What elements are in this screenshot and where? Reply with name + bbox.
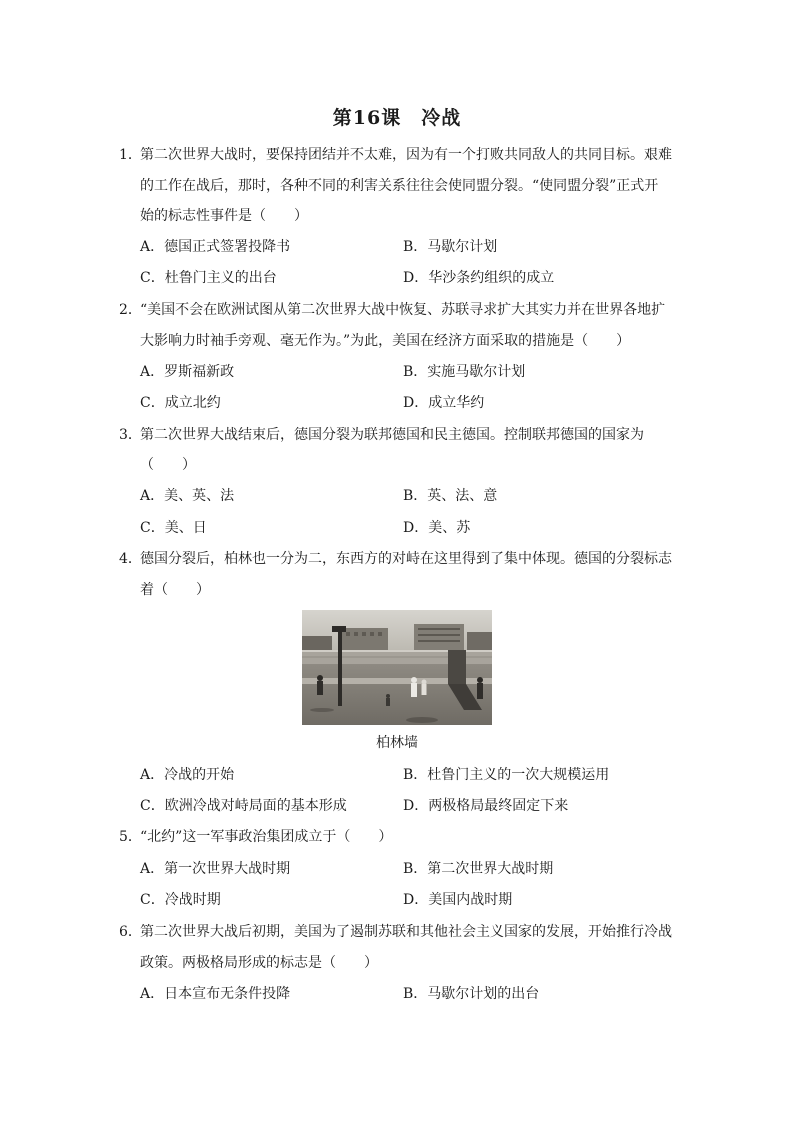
- question-5-number: 5．: [119, 829, 142, 845]
- question-3-text-line-1: 第二次世界大战结束后，德国分裂为联邦德国和民主德国。控制联邦德国的国家为: [140, 427, 644, 443]
- question-5-option-d[interactable]: D．美国内战时期: [403, 892, 513, 908]
- question-1-option-a[interactable]: A．德国正式签署投降书: [140, 239, 291, 255]
- page-title: 第16课 冷战: [332, 107, 462, 129]
- question-1-text-line-3: 始的标志性事件是（ ）: [140, 208, 308, 224]
- question-2-text-line-2: 大影响力时袖手旁观、毫无作为。”为此，美国在经济方面采取的措施是（ ）: [140, 333, 631, 349]
- question-3-option-b[interactable]: B．英、法、意: [403, 488, 498, 504]
- question-3-option-d[interactable]: D．美、苏: [403, 520, 471, 536]
- question-6-number: 6．: [119, 924, 142, 940]
- question-6-text-line-2: 政策。两极格局形成的标志是（ ）: [140, 955, 378, 971]
- question-5-option-c[interactable]: C．冷战时期: [140, 892, 221, 908]
- question-4-option-a[interactable]: A．冷战的开始: [140, 767, 235, 783]
- question-1-text-line-2: 的工作在战后，那时，各种不同的利害关系往往会使同盟分裂。“使同盟分裂”正式开: [140, 178, 659, 194]
- question-4-text-line-1: 德国分裂后，柏林也一分为二，东西方的对峙在这里得到了集中体现。德国的分裂标志: [140, 551, 672, 567]
- question-1-text-line-1: 第二次世界大战时，要保持团结并不太难，因为有一个打败共同敌人的共同目标。艰难: [140, 147, 672, 163]
- question-3-text-line-2: （ ）: [140, 457, 196, 473]
- question-1-option-c[interactable]: C．杜鲁门主义的出台: [140, 270, 277, 286]
- photo-caption: 柏林墙: [376, 735, 418, 751]
- question-4-number: 4．: [119, 551, 142, 567]
- question-4-option-d[interactable]: D．两极格局最终固定下来: [403, 798, 569, 814]
- question-5-option-a[interactable]: A．第一次世界大战时期: [140, 861, 291, 877]
- question-3-option-a[interactable]: A．美、英、法: [140, 488, 235, 504]
- question-6-option-a[interactable]: A．日本宣布无条件投降: [140, 986, 291, 1002]
- question-2-option-d[interactable]: D．成立华约: [403, 395, 485, 411]
- question-1-number: 1．: [119, 147, 142, 163]
- question-1-option-d[interactable]: D．华沙条约组织的成立: [403, 270, 555, 286]
- question-5-option-b[interactable]: B．第二次世界大战时期: [403, 861, 554, 877]
- question-3-number: 3．: [119, 427, 142, 443]
- question-2-option-b[interactable]: B．实施马歇尔计划: [403, 364, 526, 380]
- question-4-option-b[interactable]: B．杜鲁门主义的一次大规模运用: [403, 767, 610, 783]
- question-2-number: 2．: [119, 302, 142, 318]
- question-3-option-c[interactable]: C．美、日: [140, 520, 207, 536]
- question-2-text-line-1: “美国不会在欧洲试图从第二次世界大战中恢复、苏联寻求扩大其实力并在世界各地扩: [140, 302, 666, 318]
- question-4-option-c[interactable]: C．欧洲冷战对峙局面的基本形成: [140, 798, 347, 814]
- question-6-text-line-1: 第二次世界大战后初期，美国为了遏制苏联和其他社会主义国家的发展，开始推行冷战: [140, 924, 672, 940]
- question-1-option-b[interactable]: B．马歇尔计划: [403, 239, 498, 255]
- question-2-option-c[interactable]: C．成立北约: [140, 395, 221, 411]
- question-5-text-line-1: “北约”这一军事政治集团成立于（ ）: [140, 829, 393, 845]
- question-4-text-line-2: 着（ ）: [140, 582, 210, 598]
- question-2-option-a[interactable]: A．罗斯福新政: [140, 364, 235, 380]
- berlin-wall-photo: [302, 610, 492, 725]
- question-6-option-b[interactable]: B．马歇尔计划的出台: [403, 986, 540, 1002]
